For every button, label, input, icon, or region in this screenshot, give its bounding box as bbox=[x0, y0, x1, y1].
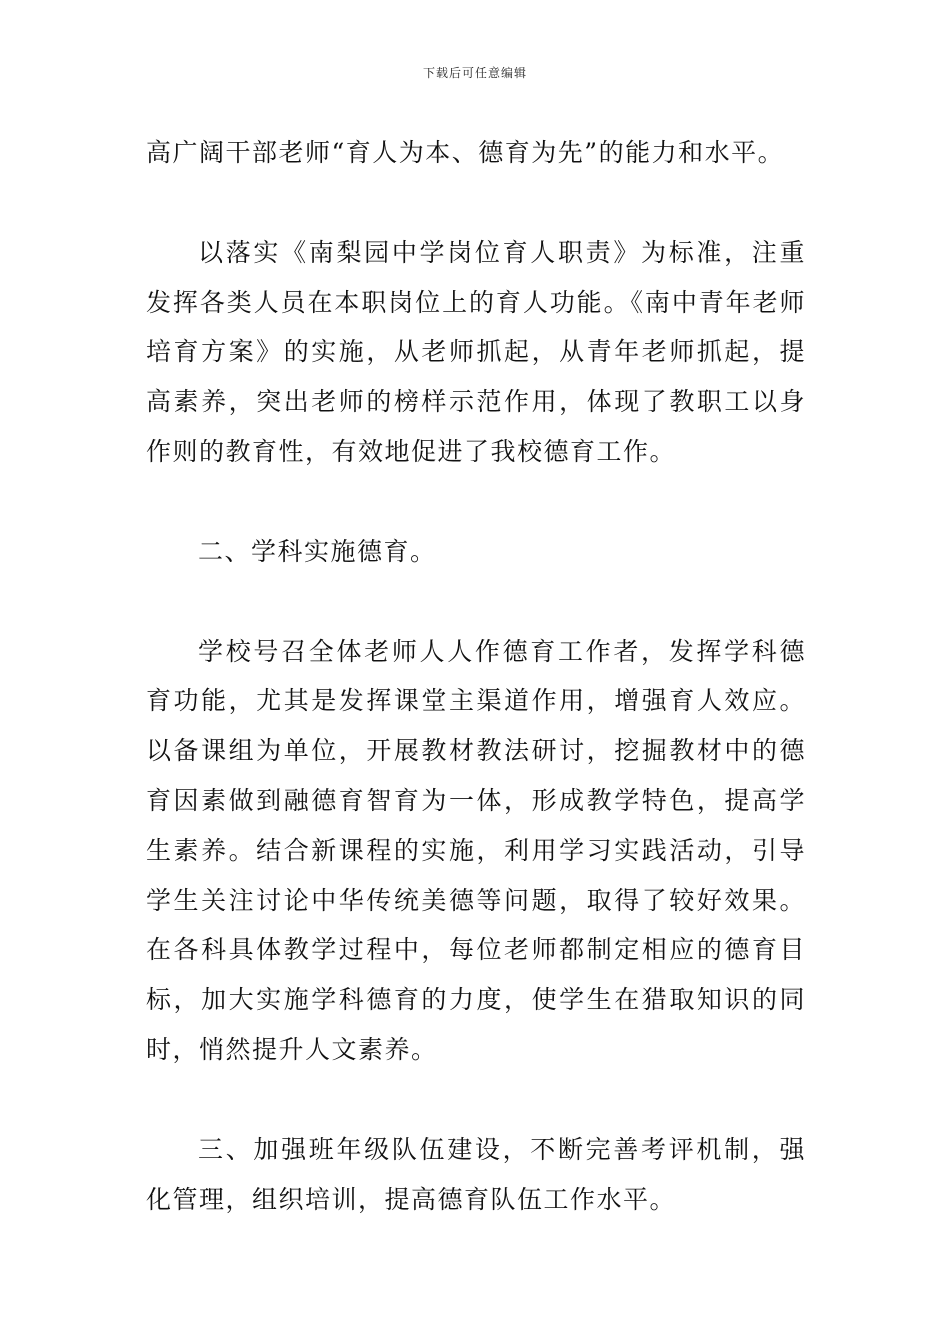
document-body bbox=[146, 128, 806, 1224]
page-header: 下载后可任意编辑 bbox=[422, 66, 527, 80]
paragraph-continuation: 高广阔干部老师“育人为本、德育为先”的能力和水平。 bbox=[146, 138, 785, 167]
section-heading-3: 三、加强班年级队伍建设，不断完善考评机制，强化管理，组织培训，提高德育队伍工作水平。 bbox=[146, 1134, 806, 1214]
section-heading-2: 二、学科实施德育。 bbox=[198, 536, 437, 566]
paragraph-subject-moral-education: 学校号召全体老师人人作德育工作者，发挥学科德育功能，尤其是发挥课堂主渠道作用，增强育人效应。以备课组为单位，开展教材教法研讨，挖掘教材中的德育因素做到融德育智育为一体，形成教学特色，提高学生素养。结合新课程的实施，利用学习实践活动，引导学生关注讨论中华传统美德等问题，取得了较好效果。在各科具体教学过程中，每位老师都制定相应的德育目标，加大实施学科德育的力度，使学生在猎取知识的同时，悄然提升人文素养。 bbox=[146, 636, 806, 1064]
paragraph-job-duties: 以落实《南梨园中学岗位育人职责》为标准，注重发挥各类人员在本职岗位上的育人功能。《南中青年老师培育方案》的实施，从老师抓起，从青年老师抓起，提高素养，突出老师的榜样示范作用，体现了教职工以身作则的教育性，有效地促进了我校德育工作。 bbox=[146, 237, 806, 466]
